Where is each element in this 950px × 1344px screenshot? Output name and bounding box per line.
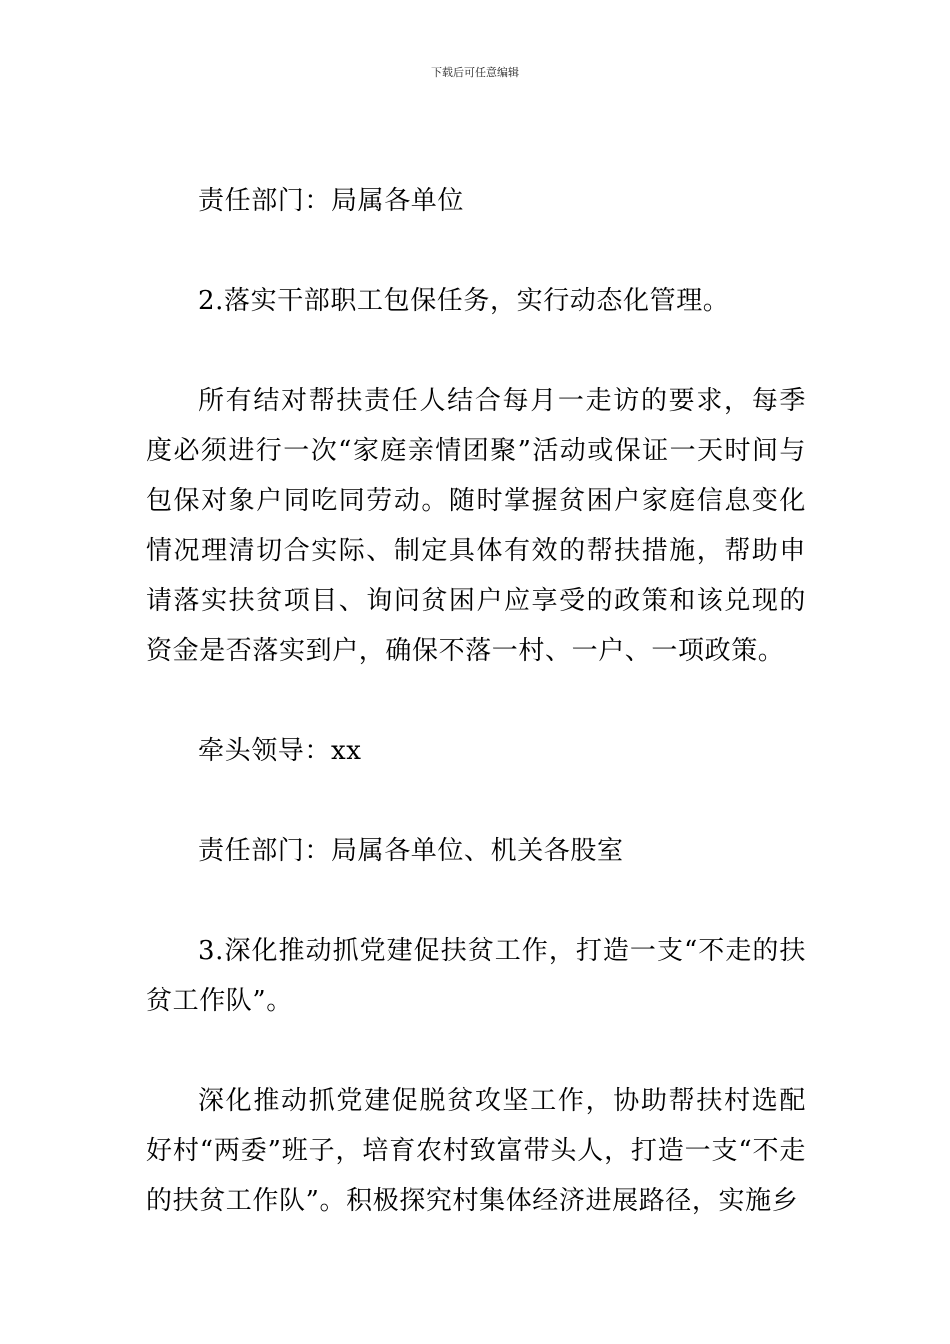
paragraph-lead-leader: 牵头领导：xx: [198, 736, 362, 766]
paragraph-gap: [146, 1026, 806, 1076]
paragraph-item-3-body: 深化推动抓党建促脱贫攻坚工作，协助帮扶村选配好村“两委”班子，培育农村致富带头人，打造一支“不走的扶贫工作队”。积极探究村集体经济进展路径，实施乡: [146, 1086, 806, 1216]
paragraph-gap: [146, 226, 806, 276]
paragraph-item-3-heading: 3.深化推动抓党建促扶贫工作，打造一支“不走的扶贫工作队”。: [146, 936, 806, 1016]
document-body: [146, 176, 806, 1226]
paragraph-item-2-heading: 2.落实干部职工包保任务，实行动态化管理。: [198, 286, 730, 316]
paragraph-responsible-dept-2: 责任部门：局属各单位、机关各股室: [198, 836, 624, 866]
header-note: 下载后可任意编辑: [431, 66, 519, 79]
paragraph-gap: [146, 776, 806, 826]
paragraph-gap: [146, 876, 806, 926]
paragraph-responsible-dept-1: 责任部门：局属各单位: [198, 186, 465, 216]
paragraph-item-2-body: 所有结对帮扶责任人结合每月一走访的要求，每季度必须进行一次“家庭亲情团聚”活动或保证一天时间与包保对象户同吃同劳动。随时掌握贫困户家庭信息变化情况理清切合实际、制定具体有效的帮扶措施，帮助申请落实扶贫项目、询问贫困户应享受的政策和该兑现的资金是否落实到户，确保不落一村、一户、一项政策。: [146, 386, 806, 666]
paragraph-gap: [146, 676, 806, 726]
paragraph-gap: [146, 326, 806, 376]
